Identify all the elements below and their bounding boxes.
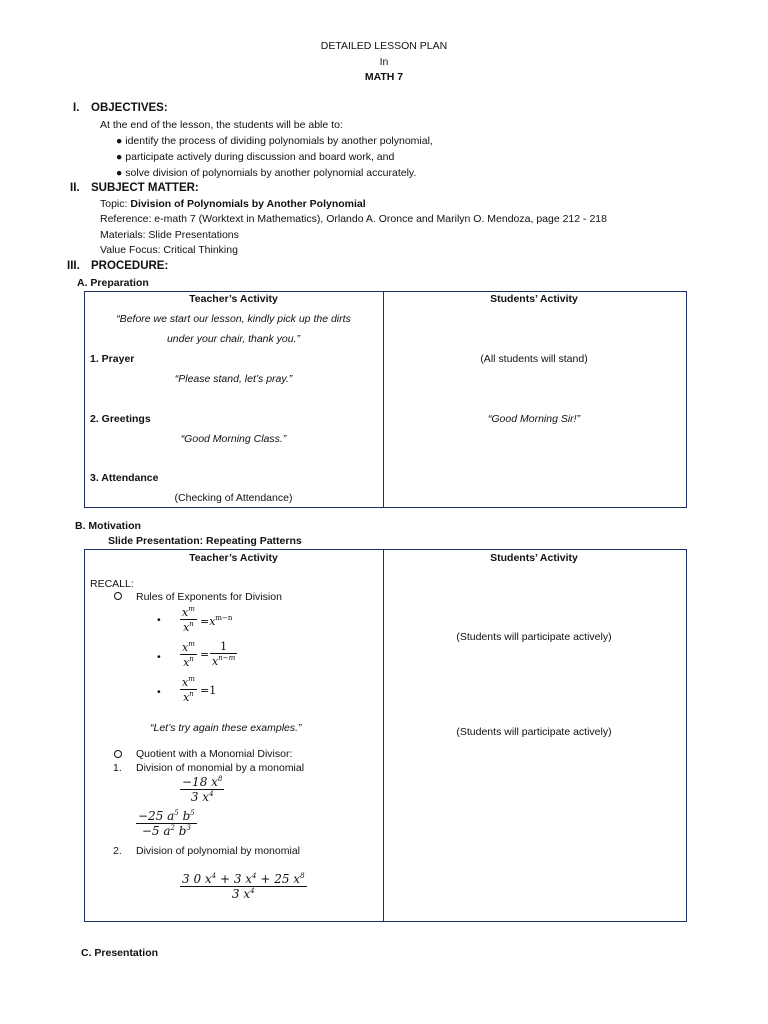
greetings-student: “Good Morning Sir!”	[487, 413, 581, 425]
attendance-label: 3. Attendance	[90, 472, 159, 484]
rule1-result: $=x^{m-n}$	[200, 614, 233, 628]
rule2-result: 1 $x^{n-m}$	[212, 640, 236, 668]
recall-label: RECALL:	[90, 578, 134, 590]
objective-item-1: ● identify the process of dividing polynomials by another polynomial,	[116, 135, 433, 147]
prep-student-header: Students’ Activity	[490, 293, 578, 305]
prep-intro-line2: under your chair, thank you.”	[166, 333, 301, 345]
objectives-num: I.	[73, 102, 80, 114]
prayer-label: 1. Prayer	[90, 353, 135, 365]
motivation-teacher-header: Teacher’s Activity	[189, 552, 278, 564]
greetings-label: 2. Greetings	[90, 413, 151, 425]
item2-text: Division of polynomial by monomial	[136, 845, 300, 857]
greetings-text: “Good Morning Class.”	[180, 433, 287, 445]
example3-fraction: 3 0 $x^4 + 3$ $x^4 + 25$ $x^8$ 3 $x^4$	[182, 872, 305, 901]
prep-intro-line1: “Before we start our lesson, kindly pick up the dirts	[116, 313, 351, 325]
quotient-heading: Quotient with a Monomial Divisor:	[136, 748, 293, 760]
topic-label: Topic:	[100, 198, 131, 210]
preparation-divider	[383, 292, 384, 507]
rule-bullet-1: •	[157, 614, 161, 626]
rule2-fraction: $x^m$ $x^n$	[182, 640, 195, 669]
student-response-1: (Students will participate actively)	[456, 631, 612, 643]
presentation-label: C. Presentation	[81, 947, 159, 959]
doc-title-in: In	[379, 56, 389, 68]
subject-materials: Materials: Slide Presentations	[100, 229, 239, 241]
circle-bullet-icon	[114, 750, 122, 758]
rule-bullet-2: •	[157, 651, 161, 663]
objectives-heading: OBJECTIVES:	[91, 102, 168, 114]
try-again-text: “Let’s try again these examples.”	[150, 722, 302, 734]
prayer-text: “Please stand, let’s pray.”	[174, 373, 293, 385]
motivation-label: B. Motivation	[75, 520, 141, 532]
rule1-fraction: $x^m$ $x^n$	[182, 605, 195, 634]
item1-text: Division of monomial by a monomial	[136, 762, 305, 774]
rules-heading: Rules of Exponents for Division	[136, 591, 282, 603]
attendance-text: (Checking of Attendance)	[174, 492, 293, 504]
subject-heading: SUBJECT MATTER:	[91, 182, 199, 194]
objective-item-2: ● participate actively during discussion and board work, and	[116, 151, 395, 163]
preparation-label: A. Preparation	[77, 277, 149, 289]
rule2-equals: =	[200, 648, 210, 661]
doc-title: DETAILED LESSON PLAN	[320, 40, 448, 52]
example2-fraction: −25 $a^5$ $b^5$ −5 $a^2$ $b^3$	[138, 809, 195, 838]
example1-fraction: −18 $x^8$ 3 $x^4$	[182, 775, 223, 804]
doc-subject: MATH 7	[364, 71, 404, 83]
subject-reference: Reference: e-math 7 (Worktext in Mathematics), Orlando A. Oronce and Marilyn O. Mendoza, page 212 - 218	[100, 213, 607, 225]
item2-num: 2.	[113, 845, 122, 857]
rule3-result: =1	[200, 684, 217, 697]
procedure-num: III.	[67, 260, 80, 272]
procedure-heading: PROCEDURE:	[91, 260, 169, 272]
prep-teacher-header: Teacher’s Activity	[189, 293, 278, 305]
student-response-2: (Students will participate actively)	[456, 726, 612, 738]
rule3-fraction: $x^m$ $x^n$	[182, 675, 195, 704]
prayer-student: (All students will stand)	[480, 353, 588, 365]
objective-item-3: ● solve division of polynomials by another polynomial accurately.	[116, 167, 417, 179]
motivation-student-header: Students’ Activity	[490, 552, 578, 564]
objectives-intro: At the end of the lesson, the students will be able to:	[100, 119, 343, 131]
circle-bullet-icon	[114, 592, 122, 600]
subject-num: II.	[70, 182, 80, 194]
motivation-slide: Slide Presentation: Repeating Patterns	[108, 535, 302, 547]
subject-topic	[100, 198, 366, 210]
topic-value: Division of Polynomials by Another Polynomial	[130, 198, 366, 210]
rule-bullet-3: •	[157, 686, 161, 698]
subject-value-focus: Value Focus: Critical Thinking	[100, 244, 238, 256]
item1-num: 1.	[113, 762, 122, 774]
